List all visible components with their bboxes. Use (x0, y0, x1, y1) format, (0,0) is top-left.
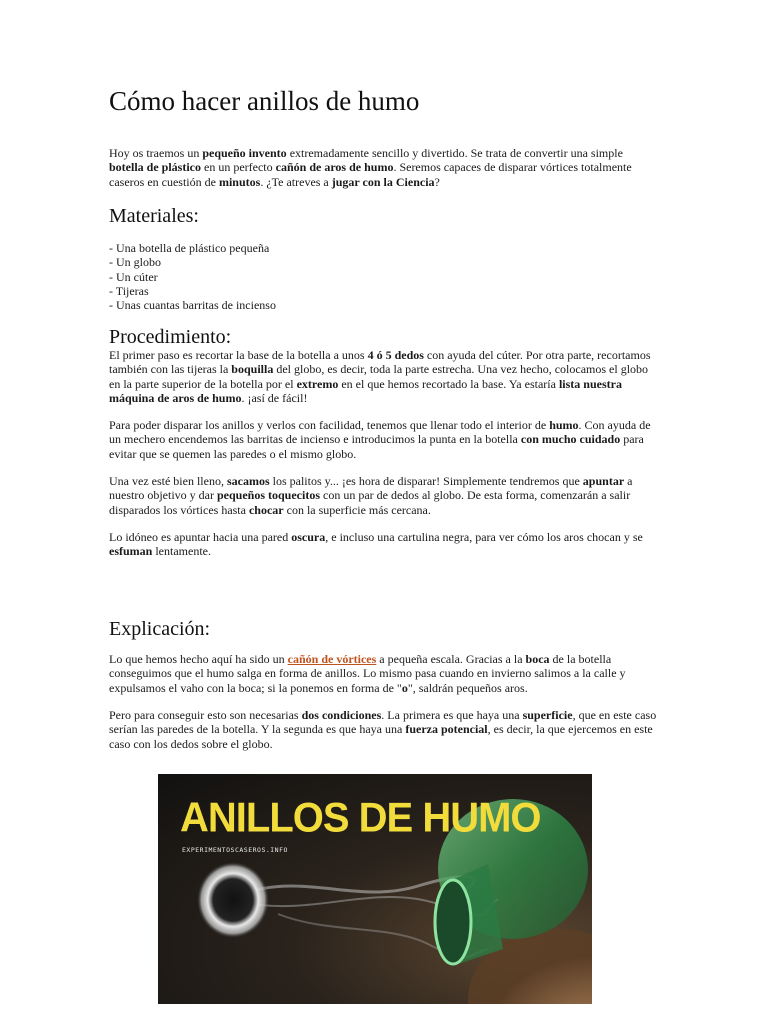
bold-text: apuntar (582, 474, 625, 488)
text-run: a pequeña escala. Gracias a la (376, 652, 526, 666)
list-item: - Unas cuantas barritas de incienso (109, 298, 276, 313)
text-run: del globo, es decir, toda la parte estrecha. Una vez hecho, colocamos el globo en la parte superior de la botella por el (109, 362, 649, 391)
bold-text: humo (549, 418, 579, 432)
explanation-paragraph (109, 708, 659, 751)
materials-heading: Materiales: (109, 205, 199, 227)
bold-text: lista nuestra máquina de aros de humo (109, 376, 622, 405)
bold-text: jugar con la Ciencia (331, 174, 435, 189)
bold-text: botella de plástico (109, 160, 201, 175)
text-run: . ¿Te atreves a (260, 174, 332, 189)
list-item: - Una botella de plástico pequeña (109, 241, 270, 255)
bold-text: esfuman (109, 544, 153, 559)
intro-paragraph (109, 146, 659, 189)
text-run: Lo idóneo es apuntar hacia una pared (109, 530, 292, 544)
text-run: . ¡así de fácil! (241, 390, 308, 405)
list-item: - Un cúter (109, 269, 158, 284)
explanation-heading: Explicación: (109, 618, 211, 640)
bold-text: 4 ó 5 dedos (367, 348, 424, 362)
bold-text: boca (525, 652, 550, 666)
procedure-paragraph (109, 530, 659, 559)
text-run: en un perfecto (201, 160, 276, 175)
text-run: . La primera es que haya una (381, 708, 523, 722)
bold-text: pequeño invento (202, 146, 287, 160)
bold-text: oscura (291, 530, 326, 544)
explanation-paragraph (109, 652, 659, 695)
text-run: extremadamente sencillo y divertido. Se trata de convertir una simple (286, 146, 623, 160)
bold-text: pequeños toquecitos (216, 488, 320, 503)
bold-text: o (401, 680, 408, 695)
text-run: ", saldrán pequeños aros. (407, 680, 528, 695)
bold-text: chocar (248, 502, 284, 517)
bold-text: minutos (218, 174, 261, 189)
text-run: Hoy os traemos un (109, 146, 203, 160)
text-run: a nuestro objetivo y dar (109, 474, 633, 503)
text-run: lentamente. (152, 544, 211, 559)
text-run: , que en este caso serían las paredes de la botella. Y la segunda es que haya una (109, 708, 657, 737)
text-run: con un par de dedos al globo. De esta forma, comenzarán a salir disparados los vórtices hasta (109, 488, 631, 517)
procedure-heading: Procedimiento: (109, 326, 232, 348)
text-run: Para poder disparar los anillos y verlos con facilidad, tenemos que llenar todo el interior de (109, 418, 550, 432)
bold-text: extremo (296, 376, 339, 391)
vortex-cannon-link[interactable]: cañón de vórtices (287, 652, 377, 666)
bold-text: cañón de aros de humo (275, 160, 394, 175)
image-subtitle: EXPERIMENTOSCASEROS.INFO (182, 846, 288, 854)
text-run: , es decir, la que ejercemos en este caso con los dedos sobre el globo. (109, 722, 653, 751)
image-title: ANILLOS DE HUMO (180, 794, 541, 842)
text-run: Lo que hemos hecho aquí ha sido un (109, 652, 288, 666)
text-run: . Seremos capaces de disparar vórtices totalmente caseros en cuestión de (109, 160, 632, 189)
list-item: - Tijeras (109, 283, 149, 298)
bold-text: superficie (522, 708, 573, 722)
bold-text: con mucho cuidado (520, 432, 621, 447)
smoke-ring (197, 862, 269, 938)
procedure-paragraph (109, 348, 659, 405)
procedure-paragraph (109, 418, 659, 461)
text-run: para evitar que se quemen las paredes o el mismo globo. (109, 432, 644, 461)
text-run: los palitos y... ¡es hora de disparar! Simplemente tendremos que (269, 474, 583, 488)
bold-text: dos condiciones (301, 708, 382, 722)
procedure-paragraph (109, 474, 659, 517)
text-run: Una vez esté bien lleno, (109, 474, 227, 488)
text-run: . Con ayuda de un mechero encendemos las barritas de incienso e introducimos la punta en la botella (109, 418, 651, 447)
text-run: con ayuda del cúter. Por otra parte, recortamos también con las tijeras la (109, 348, 651, 377)
text-run: El primer paso es recortar la base de la botella a unos (109, 348, 368, 362)
bold-text: fuerza potencial (405, 722, 488, 737)
bold-text: boquilla (231, 362, 274, 377)
list-item: - Un globo (109, 255, 161, 270)
page-title: Cómo hacer anillos de humo (109, 86, 420, 116)
text-run: Pero para conseguir esto son necesarias (109, 708, 302, 722)
text-run: ? (434, 174, 440, 189)
bold-text: sacamos (226, 474, 270, 488)
text-run: con la superficie más cercana. (283, 502, 431, 517)
text-run: de la botella conseguimos que el humo salga en forma de anillos. Lo mismo pasa cuando en invierno salimos a la calle y expulsamos el vaho con la boca; si la ponemos en forma de " (109, 652, 626, 695)
text-run: en el que hemos recortado la base. Ya estaría (338, 376, 559, 391)
smoke-rings-image (158, 774, 592, 1004)
materials-list (109, 241, 276, 312)
text-run: , e incluso una cartulina negra, para ver cómo los aros chocan y se (325, 530, 643, 544)
